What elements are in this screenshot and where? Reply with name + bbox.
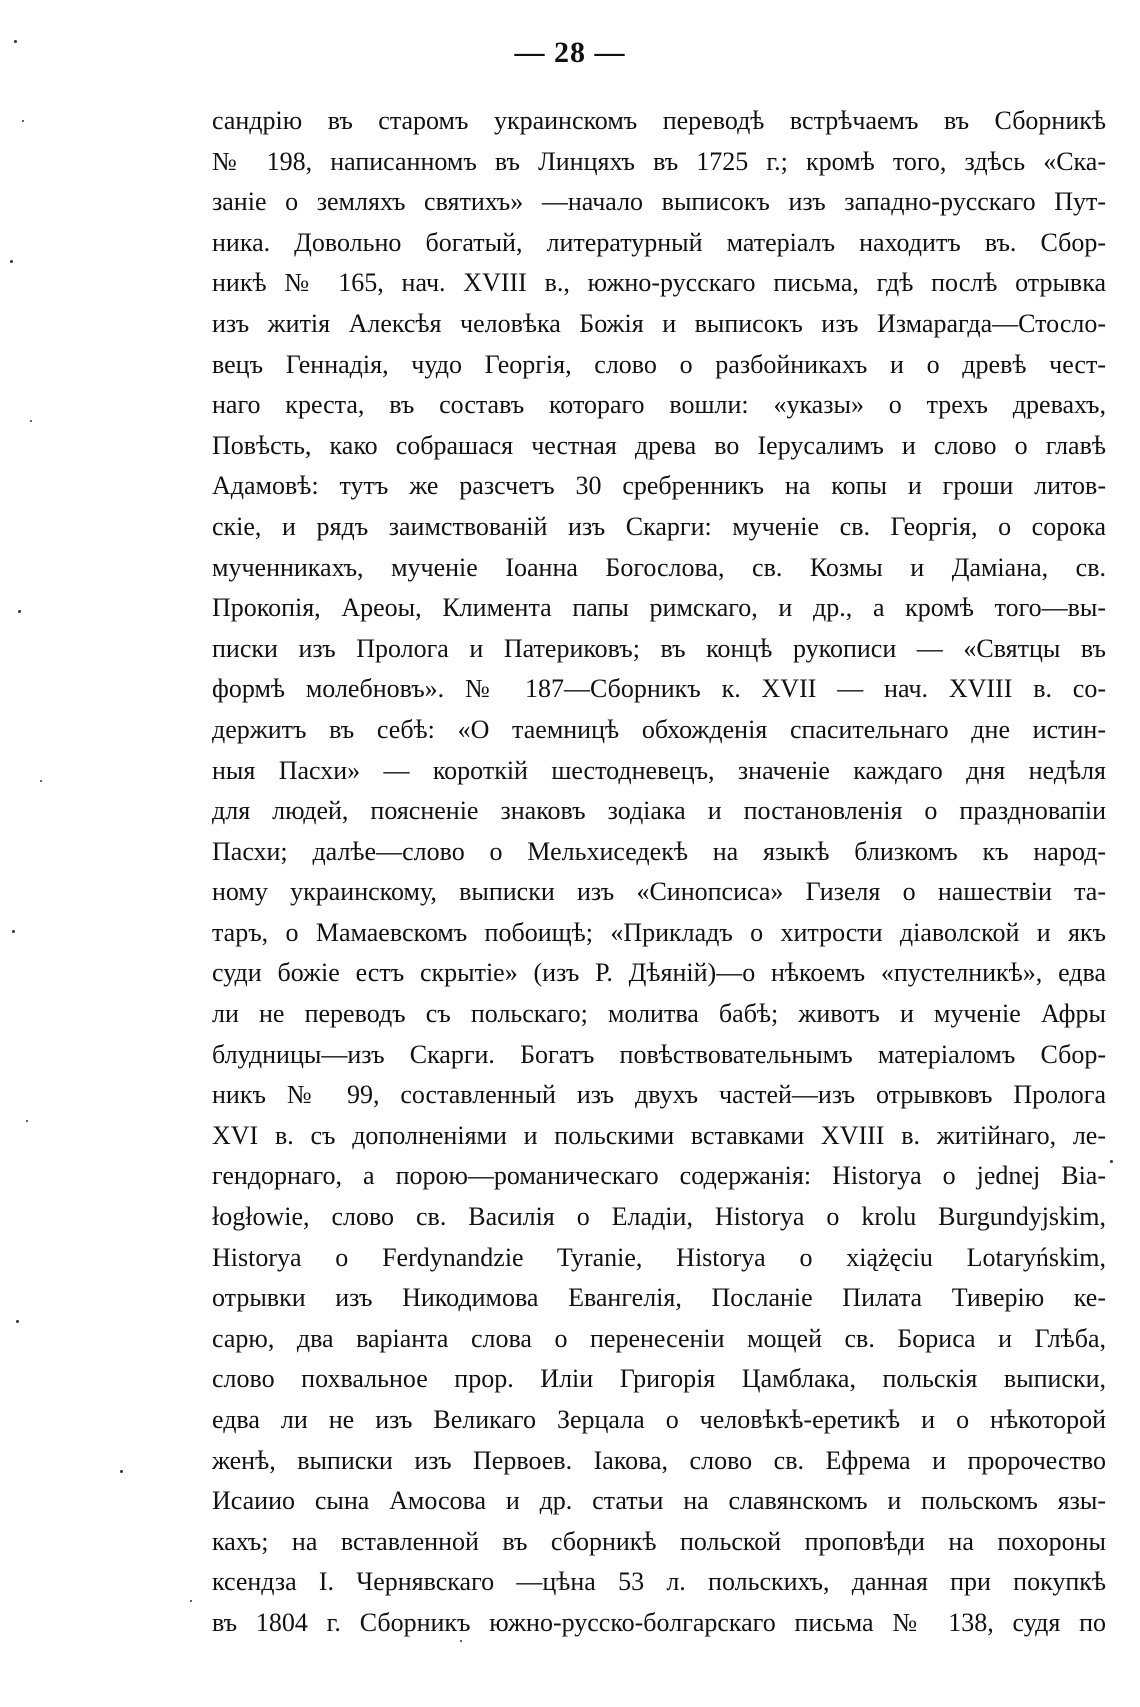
scan-speck	[14, 40, 17, 43]
text-line: наго креста, въ составъ котораго вошли: «указы» о трехъ древахъ,	[212, 390, 1106, 420]
text-line: łogłowie, слово св. Василія о Еладіи, Historya o krolu Burgundyjskim,	[212, 1202, 1106, 1232]
scan-speck	[190, 1600, 192, 1602]
text-line: для людей, поясненіе знаковъ зодіака и постановленія о праздновапіи	[212, 796, 1106, 826]
text-line: суди божіе естъ скрытіе» (изъ Р. Дѣяній)—о нѣкоемъ «пустелникѣ», едва	[212, 958, 1106, 988]
scan-speck	[26, 1120, 28, 1122]
text-line: едва ли не изъ Великаго Зерцала о человѣкѣ-еретикѣ и о нѣкоторой	[212, 1405, 1106, 1434]
text-line: Повѣсть, како собрашася честная древа во Іерусалимъ и слово о главѣ	[212, 430, 1106, 460]
text-line: Исаиио сына Амосова и др. статьи на славянскомъ и польскомъ язы-	[212, 1486, 1106, 1516]
text-line: заніе о земляхъ святихъ» —начало выписокъ изъ западно-русскаго Пут-	[212, 187, 1106, 217]
text-line: гендорнаго, а порою—романическаго содержанія: Historya o jednej Bia-	[212, 1161, 1106, 1191]
text-line: никъ № 99, составленный изъ двухъ частей—изъ отрывковъ Пролога	[212, 1080, 1106, 1110]
text-line: изъ житія Алексѣя человѣка Божія и выписокъ изъ Измарагда—Стосло-	[212, 308, 1106, 338]
text-line: № 198, написанномъ въ Линцяхъ въ 1725 г.; кромѣ того, здѣсь «Ска-	[212, 146, 1106, 176]
scan-speck	[120, 1470, 123, 1473]
body-text	[212, 101, 1106, 1644]
text-line: сандрію въ старомъ украинскомъ переводѣ встрѣчаемъ въ Сборникѣ	[212, 106, 1106, 135]
text-line: мученникахъ, мученіе Іоанна Богослова, св. Козмы и Даміана, св.	[212, 552, 1106, 582]
scan-speck	[22, 120, 24, 122]
text-line: ному украинскому, выписки изъ «Синопсиса» Гизеля о нашествіи та-	[212, 877, 1106, 907]
text-line: блудницы—изъ Скарги. Богатъ повѣствовательнымъ матеріаломъ Сбор-	[212, 1039, 1106, 1069]
text-line: кахъ; на вставленной въ сборникѣ польской проповѣди на похороны	[212, 1526, 1106, 1556]
text-line: отрывки изъ Никодимова Евангелія, Посланіе Пилата Тиверію ке-	[212, 1283, 1106, 1313]
text-line: таръ, о Мамаевскомъ побоищѣ; «Прикладъ о хитрости діаволской и якъ	[212, 917, 1106, 947]
scan-speck	[1110, 1160, 1113, 1163]
scan-speck	[40, 780, 42, 782]
scan-speck	[10, 260, 13, 263]
text-line: писки изъ Пролога и Патериковъ; въ концѣ рукописи — «Святцы въ	[212, 633, 1106, 663]
text-line: ксендза І. Чернявскаго —цѣна 53 л. польскихъ, данная при покупкѣ	[212, 1567, 1106, 1597]
text-line: Прокопія, Ареоы, Климента папы римскаго, и др., а кромѣ того—вы-	[212, 593, 1106, 623]
text-line: слово похвальное прор. Иліи Григорія Цамблака, польскія выписки,	[212, 1364, 1106, 1394]
scan-speck	[16, 1320, 19, 1323]
text-line: Пасхи; далѣе—слово о Мельхиседекѣ на языкѣ близкомъ къ народ-	[212, 836, 1106, 866]
text-line: Адамовѣ: тутъ же разсчетъ 30 сребренникъ на копы и гроши литов-	[212, 471, 1106, 501]
text-line: въ 1804 г. Сборникъ южно-русско-болгарскаго письма № 138, судя по	[212, 1607, 1106, 1637]
text-line: ныя Пасхи» — короткій шестодневецъ, значеніе каждаго дня недѣля	[212, 755, 1106, 785]
scan-speck	[460, 1640, 462, 1642]
scan-speck	[18, 610, 21, 613]
text-line: формѣ молебновъ». № 187—Сборникъ к. XVII — нач. XVIII в. со-	[212, 674, 1106, 704]
text-line: Historya o Ferdynandzie Tyranie, Historya o xiążęciu Lotaryńskim,	[212, 1242, 1106, 1272]
text-line: никѣ № 165, нач. XVIII в., южно-русскаго письма, гдѣ послѣ отрывка	[212, 268, 1106, 298]
text-line: ли не переводъ съ польскаго; молитва бабѣ; животъ и мученіе Афры	[212, 999, 1106, 1029]
text-line: вецъ Геннадія, чудо Георгія, слово о разбойникахъ и о древѣ чест-	[212, 349, 1106, 379]
text-line: скіе, и рядъ заимствованій изъ Скарги: мученіе св. Георгія, о сорока	[212, 511, 1106, 541]
scan-speck	[30, 420, 32, 422]
scan-speck	[12, 930, 15, 933]
text-line: XVI в. съ дополненіями и польскими вставками XVIII в. житійнаго, ле-	[212, 1120, 1106, 1150]
text-line: сарю, два варіанта слова о перенесеніи мощей св. Бориса и Глѣба,	[212, 1323, 1106, 1353]
page-number: — 28 —	[514, 36, 626, 69]
text-line: держитъ въ себѣ: «О таемницѣ обхожденія спасительнаго дне истин-	[212, 714, 1106, 744]
text-line: женѣ, выписки изъ Первоев. Іакова, слово св. Ефрема и пророчество	[212, 1445, 1106, 1475]
text-line: ника. Довольно богатый, литературный матеріалъ находитъ въ. Сбор-	[212, 227, 1106, 257]
